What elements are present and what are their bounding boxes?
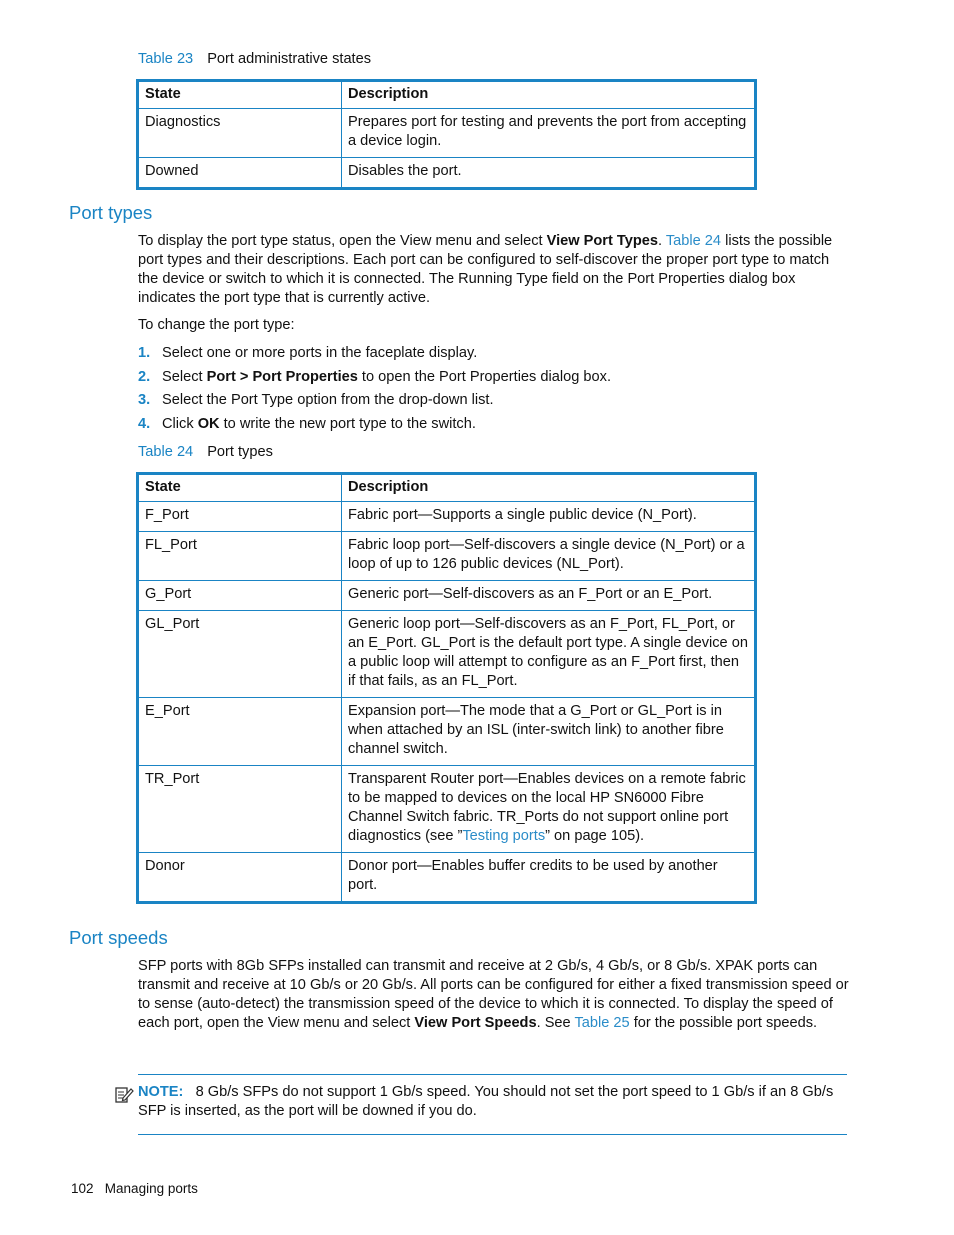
steps-list: [138, 344, 611, 438]
list-item: [138, 368, 611, 392]
header-state: State: [138, 81, 342, 109]
table24: [136, 472, 757, 904]
header-state: State: [138, 474, 342, 502]
step-number: 2.: [138, 368, 151, 385]
text: To display the port type status, open the View menu and select: [138, 233, 547, 249]
step-text: Click: [162, 415, 198, 432]
page-number: 102: [71, 1181, 94, 1196]
table-row: [138, 158, 756, 189]
step-bold: Port > Port Properties: [206, 368, 358, 385]
table25-link[interactable]: Table 25: [574, 1015, 630, 1031]
text: .: [658, 233, 666, 249]
list-item: [138, 391, 611, 415]
note-icon: [114, 1085, 134, 1105]
note-body: 8 Gb/s SFPs do not support 1 Gb/s speed. You should not set the port speed to 1 Gb/s if an 8 Gb/s SFP is inserted, as the port will be downed if you do.: [138, 1084, 834, 1119]
state-cell: FL_Port: [138, 532, 342, 581]
table-row: [138, 611, 756, 698]
port-speeds-paragraph: [138, 957, 850, 1033]
step-text: to write the new port type to the switch.: [219, 415, 476, 432]
table24-caption: [138, 444, 273, 460]
state-cell: Diagnostics: [138, 109, 342, 158]
list-item: [138, 344, 611, 368]
footer-section: Managing ports: [104, 1181, 198, 1196]
step-text: Select one or more ports in the faceplate display.: [162, 345, 478, 361]
description-cell: Expansion port—The mode that a G_Port or GL_Port is in when attached by an ISL (inter-switch link) to another fibre channel switch.: [342, 698, 756, 766]
text: for the possible port speeds.: [629, 1015, 818, 1031]
description-cell: Generic port—Self-discovers as an F_Port or an E_Port.: [342, 581, 756, 611]
table23: [136, 79, 757, 190]
table24-label: Table 24: [138, 444, 194, 460]
state-cell: F_Port: [138, 502, 342, 532]
state-cell: G_Port: [138, 581, 342, 611]
table23-label: Table 23: [138, 51, 194, 67]
table-row: [138, 698, 756, 766]
text: ” on page 105).: [545, 828, 645, 844]
description-cell: Fabric port—Supports a single public device (N_Port).: [342, 502, 756, 532]
note-label: NOTE:: [138, 1084, 184, 1100]
state-cell: TR_Port: [138, 766, 342, 853]
step-number: 3.: [138, 392, 151, 408]
table-row: [138, 853, 756, 903]
table-row: [138, 766, 756, 853]
text: Transparent Router port—Enables devices on a remote fabric to be mapped to devices on the local HP SN6000 Fibre Channel Switch fabric. TR_Ports do not support online port diagnostics (see ”: [348, 771, 746, 844]
page-footer: [71, 1181, 198, 1196]
table24-title: Port types: [207, 444, 273, 460]
port-types-paragraph: [138, 232, 850, 308]
table-row: [138, 109, 756, 158]
step-bold: OK: [197, 415, 220, 432]
description-cell: Fabric loop port—Self-discovers a single device (N_Port) or a loop of up to 126 public devices (NL_Port).: [342, 532, 756, 581]
table-row: [138, 502, 756, 532]
list-item: [138, 415, 611, 439]
step-text: Select the Port Type option from the drop-down list.: [162, 392, 494, 408]
table24-link[interactable]: Table 24: [665, 233, 722, 249]
table-row: [138, 532, 756, 581]
table-header-row: [138, 81, 756, 109]
text: lists the possible port types and their descriptions. Each port can be configured to self-discover the proper port type to match the device or switch to which it is connected. The Running Type field on the Port Properties dialog box indicates the port type that is currently active.: [138, 233, 833, 306]
note-top-rule: [138, 1074, 847, 1075]
description-cell: Donor port—Enables buffer credits to be used by another port.: [342, 853, 756, 903]
description-cell: [342, 766, 756, 853]
table23-caption: [138, 51, 371, 67]
text: . See: [536, 1015, 575, 1031]
port-speeds-heading: Port speeds: [69, 927, 168, 948]
note-bottom-rule: [138, 1134, 847, 1135]
bold-text: View Port Speeds: [414, 1015, 537, 1031]
header-description: Description: [342, 474, 756, 502]
table-header-row: [138, 474, 756, 502]
testing-ports-link[interactable]: Testing ports: [462, 828, 546, 844]
step-number: 4.: [138, 415, 151, 432]
change-port-type-intro: To change the port type:: [138, 317, 295, 333]
port-types-heading: Port types: [69, 202, 153, 223]
table23-title: Port administrative states: [207, 51, 372, 67]
step-text: to open the Port Properties dialog box.: [357, 368, 611, 385]
note-text: [138, 1083, 850, 1121]
table-row: [138, 581, 756, 611]
text: SFP ports with 8Gb SFPs installed can transmit and receive at 2 Gb/s, 4 Gb/s, or 8 Gb/s. XPAK ports can transmit and receive at 10 Gb/s or 20 Gb/s. All ports can be configured for either a fixed transmission speed or to sense (auto-detect) the transmission speed of the device to which it is connected. To display the speed of each port, open the View menu and select: [138, 958, 849, 1031]
step-text: Select: [162, 368, 207, 385]
bold-text: View Port Types: [546, 233, 658, 249]
state-cell: Downed: [138, 158, 342, 189]
step-number: 1.: [138, 345, 151, 361]
description-cell: Disables the port.: [342, 158, 756, 189]
state-cell: GL_Port: [138, 611, 342, 698]
description-cell: Prepares port for testing and prevents the port from accepting a device login.: [342, 109, 756, 158]
state-cell: E_Port: [138, 698, 342, 766]
description-cell: Generic loop port—Self-discovers as an F_Port, FL_Port, or an E_Port. GL_Port is the default port type. A single device on a public loop will attempt to configure as an F_Port first, then if that fails, as an FL_Port.: [342, 611, 756, 698]
header-description: Description: [342, 81, 756, 109]
state-cell: Donor: [138, 853, 342, 903]
